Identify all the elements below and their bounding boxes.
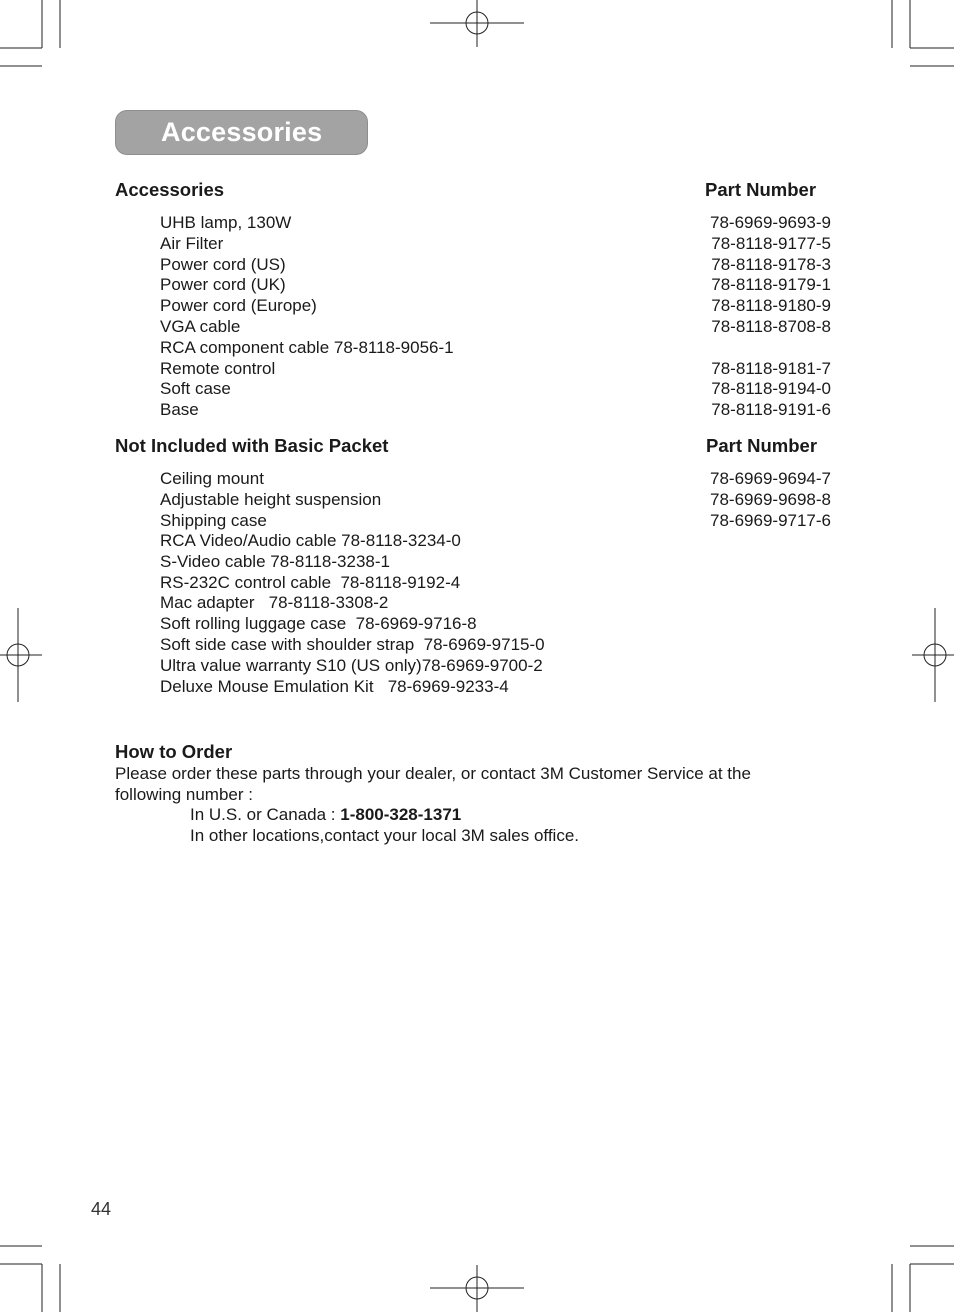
item-part-number: 78-8118-9177-5 xyxy=(711,233,831,253)
item-part-number: 78-8118-8708-8 xyxy=(711,316,831,336)
list-item xyxy=(160,317,831,338)
not-included-heading: Not Included with Basic Packet xyxy=(115,435,389,456)
item-part-number: 78-6969-9693-9 xyxy=(710,213,831,232)
list-item xyxy=(160,490,831,511)
list-item xyxy=(160,296,831,317)
us-canada-contact xyxy=(190,805,461,826)
page-title: Accessories xyxy=(161,117,323,147)
accessories-heading: Accessories xyxy=(115,179,225,200)
item-name: Air Filter xyxy=(160,233,224,253)
how-to-order-heading: How to Order xyxy=(115,741,233,762)
item-name: Adjustable height suspension xyxy=(160,489,382,509)
list-item xyxy=(160,255,831,276)
item-name: Base xyxy=(160,400,199,420)
list-item: Deluxe Mouse Emulation Kit 78-6969-9233-4 xyxy=(160,676,509,696)
item-part-number: 78-6969-9694-7 xyxy=(710,469,831,488)
phone-number: 1-800-328-1371 xyxy=(340,805,462,824)
item-part-number: 78-8118-9180-9 xyxy=(711,296,831,316)
list-item xyxy=(160,275,831,296)
us-canada-label: In U.S. or Canada : xyxy=(190,805,341,824)
list-item xyxy=(160,400,831,421)
list-item xyxy=(160,359,831,380)
list-item: RCA Video/Audio cable 78-8118-3234-0 xyxy=(160,531,461,550)
item-name: Remote control xyxy=(160,358,276,378)
page-number: 44 xyxy=(91,1199,112,1219)
list-item xyxy=(160,338,831,359)
accessories-part-number-heading: Part Number xyxy=(705,179,817,200)
list-item: Mac adapter 78-8118-3308-2 xyxy=(160,593,389,613)
item-part-number: 78-6969-9698-8 xyxy=(710,489,831,509)
item-name: Power cord (Europe) xyxy=(160,296,317,316)
item-name: RCA component cable 78-8118-9056-1 xyxy=(160,337,454,357)
item-name: Ceiling mount xyxy=(160,469,264,488)
item-part-number: 78-8118-9194-0 xyxy=(711,379,831,399)
list-item xyxy=(160,213,831,234)
page-title-banner xyxy=(115,110,368,155)
item-part-number: 78-6969-9717-6 xyxy=(710,510,831,530)
not-included-inline-list xyxy=(160,531,545,697)
other-locations-contact: In other locations,contact your local 3M sales office. xyxy=(190,826,579,845)
list-item xyxy=(160,469,831,490)
item-part-number: 78-8118-9178-3 xyxy=(711,254,831,274)
item-part-number: 78-8118-9181-7 xyxy=(711,358,831,378)
not-included-part-number-heading: Part Number xyxy=(706,435,818,456)
accessories-list xyxy=(160,213,831,421)
item-part-number: 78-8118-9191-6 xyxy=(711,400,831,420)
item-part-number: 78-8118-9179-1 xyxy=(711,275,831,295)
item-name: UHB lamp, 130W xyxy=(160,213,292,232)
list-item: S-Video cable 78-8118-3238-1 xyxy=(160,551,390,571)
list-item xyxy=(160,379,831,400)
list-item xyxy=(160,234,831,255)
item-name: Shipping case xyxy=(160,510,267,530)
item-name: Power cord (UK) xyxy=(160,275,286,295)
item-name: Soft case xyxy=(160,379,231,399)
item-name: Power cord (US) xyxy=(160,254,286,274)
how-to-order-text: Please order these parts through your dealer, or contact 3M Customer Service at the following number : xyxy=(115,764,751,804)
not-included-list xyxy=(160,469,831,531)
list-item: Soft rolling luggage case 78-6969-9716-8 xyxy=(160,614,477,634)
list-item xyxy=(160,511,831,532)
list-item: RS-232C control cable 78-8118-9192-4 xyxy=(160,572,461,592)
list-item: Soft side case with shoulder strap 78-6969-9715-0 xyxy=(160,634,545,654)
list-item: Ultra value warranty S10 (US only)78-6969-9700-2 xyxy=(160,655,543,675)
item-name: VGA cable xyxy=(160,316,241,336)
